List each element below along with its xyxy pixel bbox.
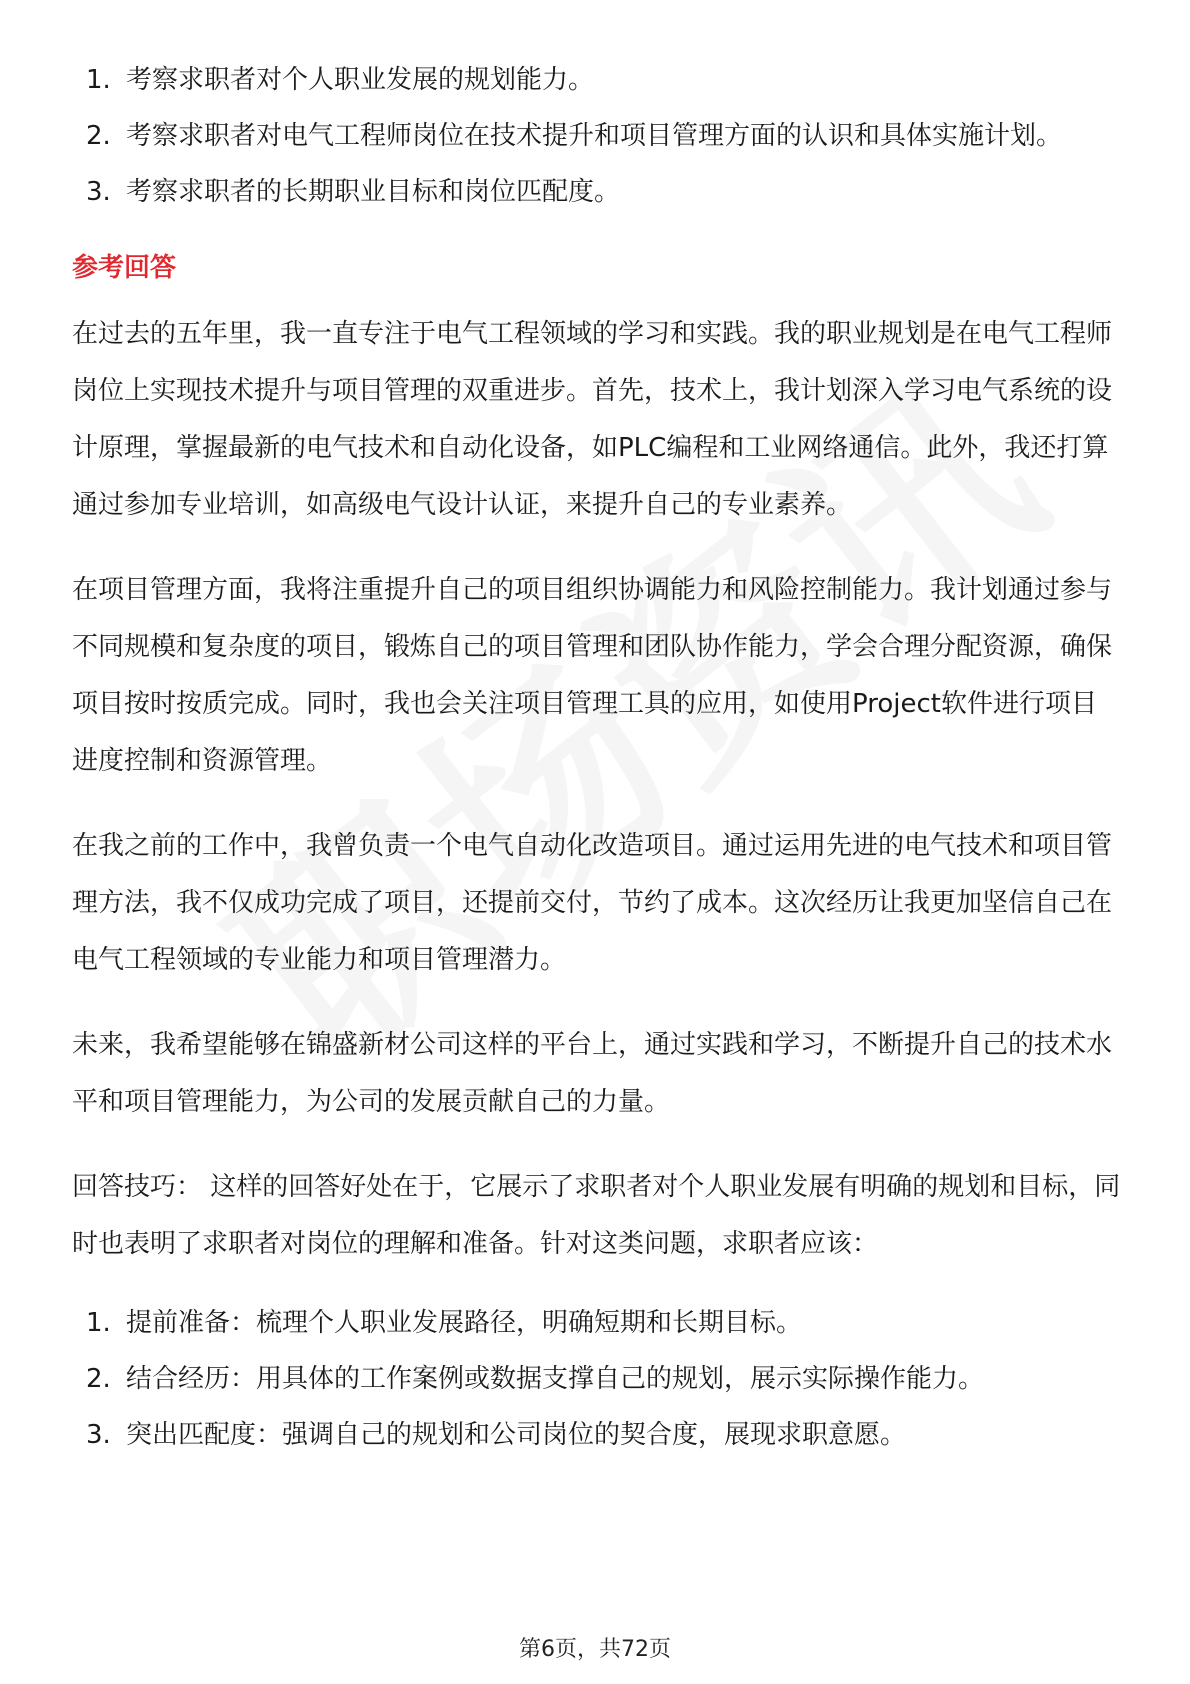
answer-paragraph: 在过去的五年里，我一直专注于电气工程领域的学习和实践。我的职业规划是在电气工程师岗位上实现技术提升与项目管理的双重进步。首先，技术上，我计划深入学习电气系统的设计原理，掌握最新的电气技术和自动化设备，如PLC编程和工业网络通信。此外，我还打算通过参加专业培训，如高级电气设计认证，来提升自己的专业素养。 [72, 319, 1113, 520]
page-footer: 第6页，共72页 [519, 1637, 671, 1662]
list-number: 2. [86, 121, 111, 151]
list-item-text: 结合经历：用具体的工作案例或数据支撑自己的规划，展示实际操作能力。 [126, 1364, 985, 1394]
list-number: 3. [86, 1420, 111, 1450]
tips-paragraph: 回答技巧： 这样的回答好处在于，它展示了求职者对个人职业发展有明确的规划和目标，同时也表明了求职者对岗位的理解和准备。针对这类问题，求职者应该： [72, 1172, 1121, 1259]
list-number: 2. [86, 1364, 111, 1394]
answer-paragraph: 在项目管理方面，我将注重提升自己的项目组织协调能力和风险控制能力。我计划通过参与不同规模和复杂度的项目，锻炼自己的项目管理和团队协作能力，学会合理分配资源，确保项目按时按质完成。同时，我也会关注项目管理工具的应用，如使用Project软件进行项目进度控制和资源管理。 [72, 575, 1113, 776]
list-item [72, 1407, 1122, 1463]
list-item-text: 考察求职者的长期职业目标和岗位匹配度。 [126, 177, 621, 207]
tips-list [72, 1295, 1122, 1463]
assessment-list [72, 52, 1122, 220]
page-content [72, 52, 1122, 1463]
list-item-text: 突出匹配度：强调自己的规划和公司岗位的契合度，展现求职意愿。 [126, 1420, 907, 1450]
list-item [72, 52, 1122, 108]
section-heading: 参考回答 [72, 253, 177, 283]
answer-paragraph: 在我之前的工作中，我曾负责一个电气自动化改造项目。通过运用先进的电气技术和项目管理方法，我不仅成功完成了项目，还提前交付，节约了成本。这次经历让我更加坚信自己在电气工程领域的专业能力和项目管理潜力。 [72, 831, 1113, 975]
list-item [72, 164, 1122, 220]
list-number: 3. [86, 177, 111, 207]
list-item-text: 考察求职者对电气工程师岗位在技术提升和项目管理方面的认识和具体实施计划。 [126, 121, 1063, 151]
list-item-text: 考察求职者对个人职业发展的规划能力。 [126, 65, 595, 95]
list-item-text: 提前准备：梳理个人职业发展路径，明确短期和长期目标。 [126, 1308, 803, 1338]
list-item [72, 1295, 1122, 1351]
list-number: 1. [86, 1308, 111, 1338]
answer-paragraph: 未来，我希望能够在锦盛新材公司这样的平台上，通过实践和学习，不断提升自己的技术水平和项目管理能力，为公司的发展贡献自己的力量。 [72, 1030, 1113, 1117]
list-item [72, 1351, 1122, 1407]
list-number: 1. [86, 65, 111, 95]
list-item [72, 108, 1122, 164]
